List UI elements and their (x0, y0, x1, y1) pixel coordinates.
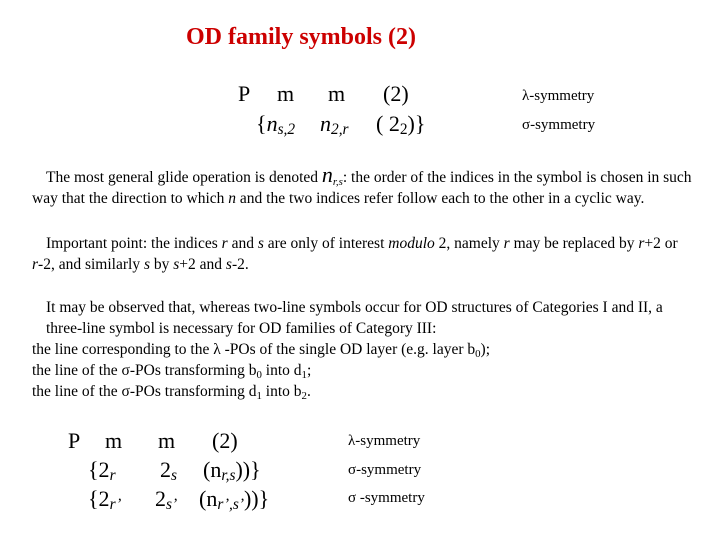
symbol-m-2: m (328, 81, 346, 106)
bottom-row2-col2: $2_s$ (160, 457, 177, 484)
symbol-P: P (238, 81, 251, 106)
bottom-lambda-symmetry-label: λ-symmetry (348, 433, 421, 449)
symbol-m-1: m (277, 81, 295, 106)
line-lambda: the line corresponding to the λ -POs of the single OD layer (e.g. layer $b_0$); (32, 341, 491, 360)
symbol-row2-col2: $n_{2,r}$ (320, 111, 349, 138)
symbol-row2-col1: {$n_{s,2}$ (256, 111, 296, 138)
symbol-2-bottom: (2) (212, 428, 238, 453)
symbol-row2-col3: ( $2_2$)} (376, 111, 426, 138)
line-sigma-2: the line of the σ-POs transforming $d_1$ into $b_2$. (32, 383, 311, 402)
bottom-row3-col3: $(n_{r’,s’})$)} (199, 486, 270, 513)
sigma-symmetry-label: σ-symmetry (522, 117, 596, 133)
paragraph-glide: The most general glide operation is denoted $n_{r,s}$: the order of the indices in the symbol is chosen in such way that the direction to which n and the two indices refer follow each to the other in a cyclic way. (32, 162, 692, 207)
paragraph-categories: It may be observed that, whereas two-line symbols occur for OD structures of Categories I and II, a three-line symbol is necessary for OD families of Category III: the line corresponding to the λ -POs of the single OD layer (e.g. layer $b_0$); the line of the σ-POs transforming $b_0$ into $d_1$; the line of the σ-POs transforming $d_1$ into $b_2$. (32, 297, 692, 402)
symbol-m-bottom-2: m (158, 428, 176, 453)
bottom-row3-col2: $2_{s’}$ (155, 486, 178, 513)
lambda-symmetry-label: λ-symmetry (522, 88, 595, 104)
paragraph-modulo: Important point: the indices r and s are only of interest modulo 2, namely r may be replaced by r+2 or r-2, and similarly s by s+2 and s-2. (32, 235, 678, 273)
page-title: OD family symbols (2) (186, 24, 416, 50)
bottom-row2-col1: {$2_r$ (88, 457, 116, 484)
symbol-P-bottom: P (68, 428, 81, 453)
symbol-2: (2) (383, 81, 409, 106)
bottom-row3-col1: {$2_{r’}$ (88, 486, 122, 513)
symbol-m-bottom-1: m (105, 428, 123, 453)
line-sigma-1: the line of the σ-POs transforming $b_0$ into $d_1$; (32, 362, 312, 381)
bottom-sigma-symmetry-label-1: σ-symmetry (348, 462, 422, 478)
bottom-row2-col3: $(n_{r,s})$)} (203, 457, 261, 484)
bottom-sigma-symmetry-label-2: σ -symmetry (348, 490, 425, 506)
